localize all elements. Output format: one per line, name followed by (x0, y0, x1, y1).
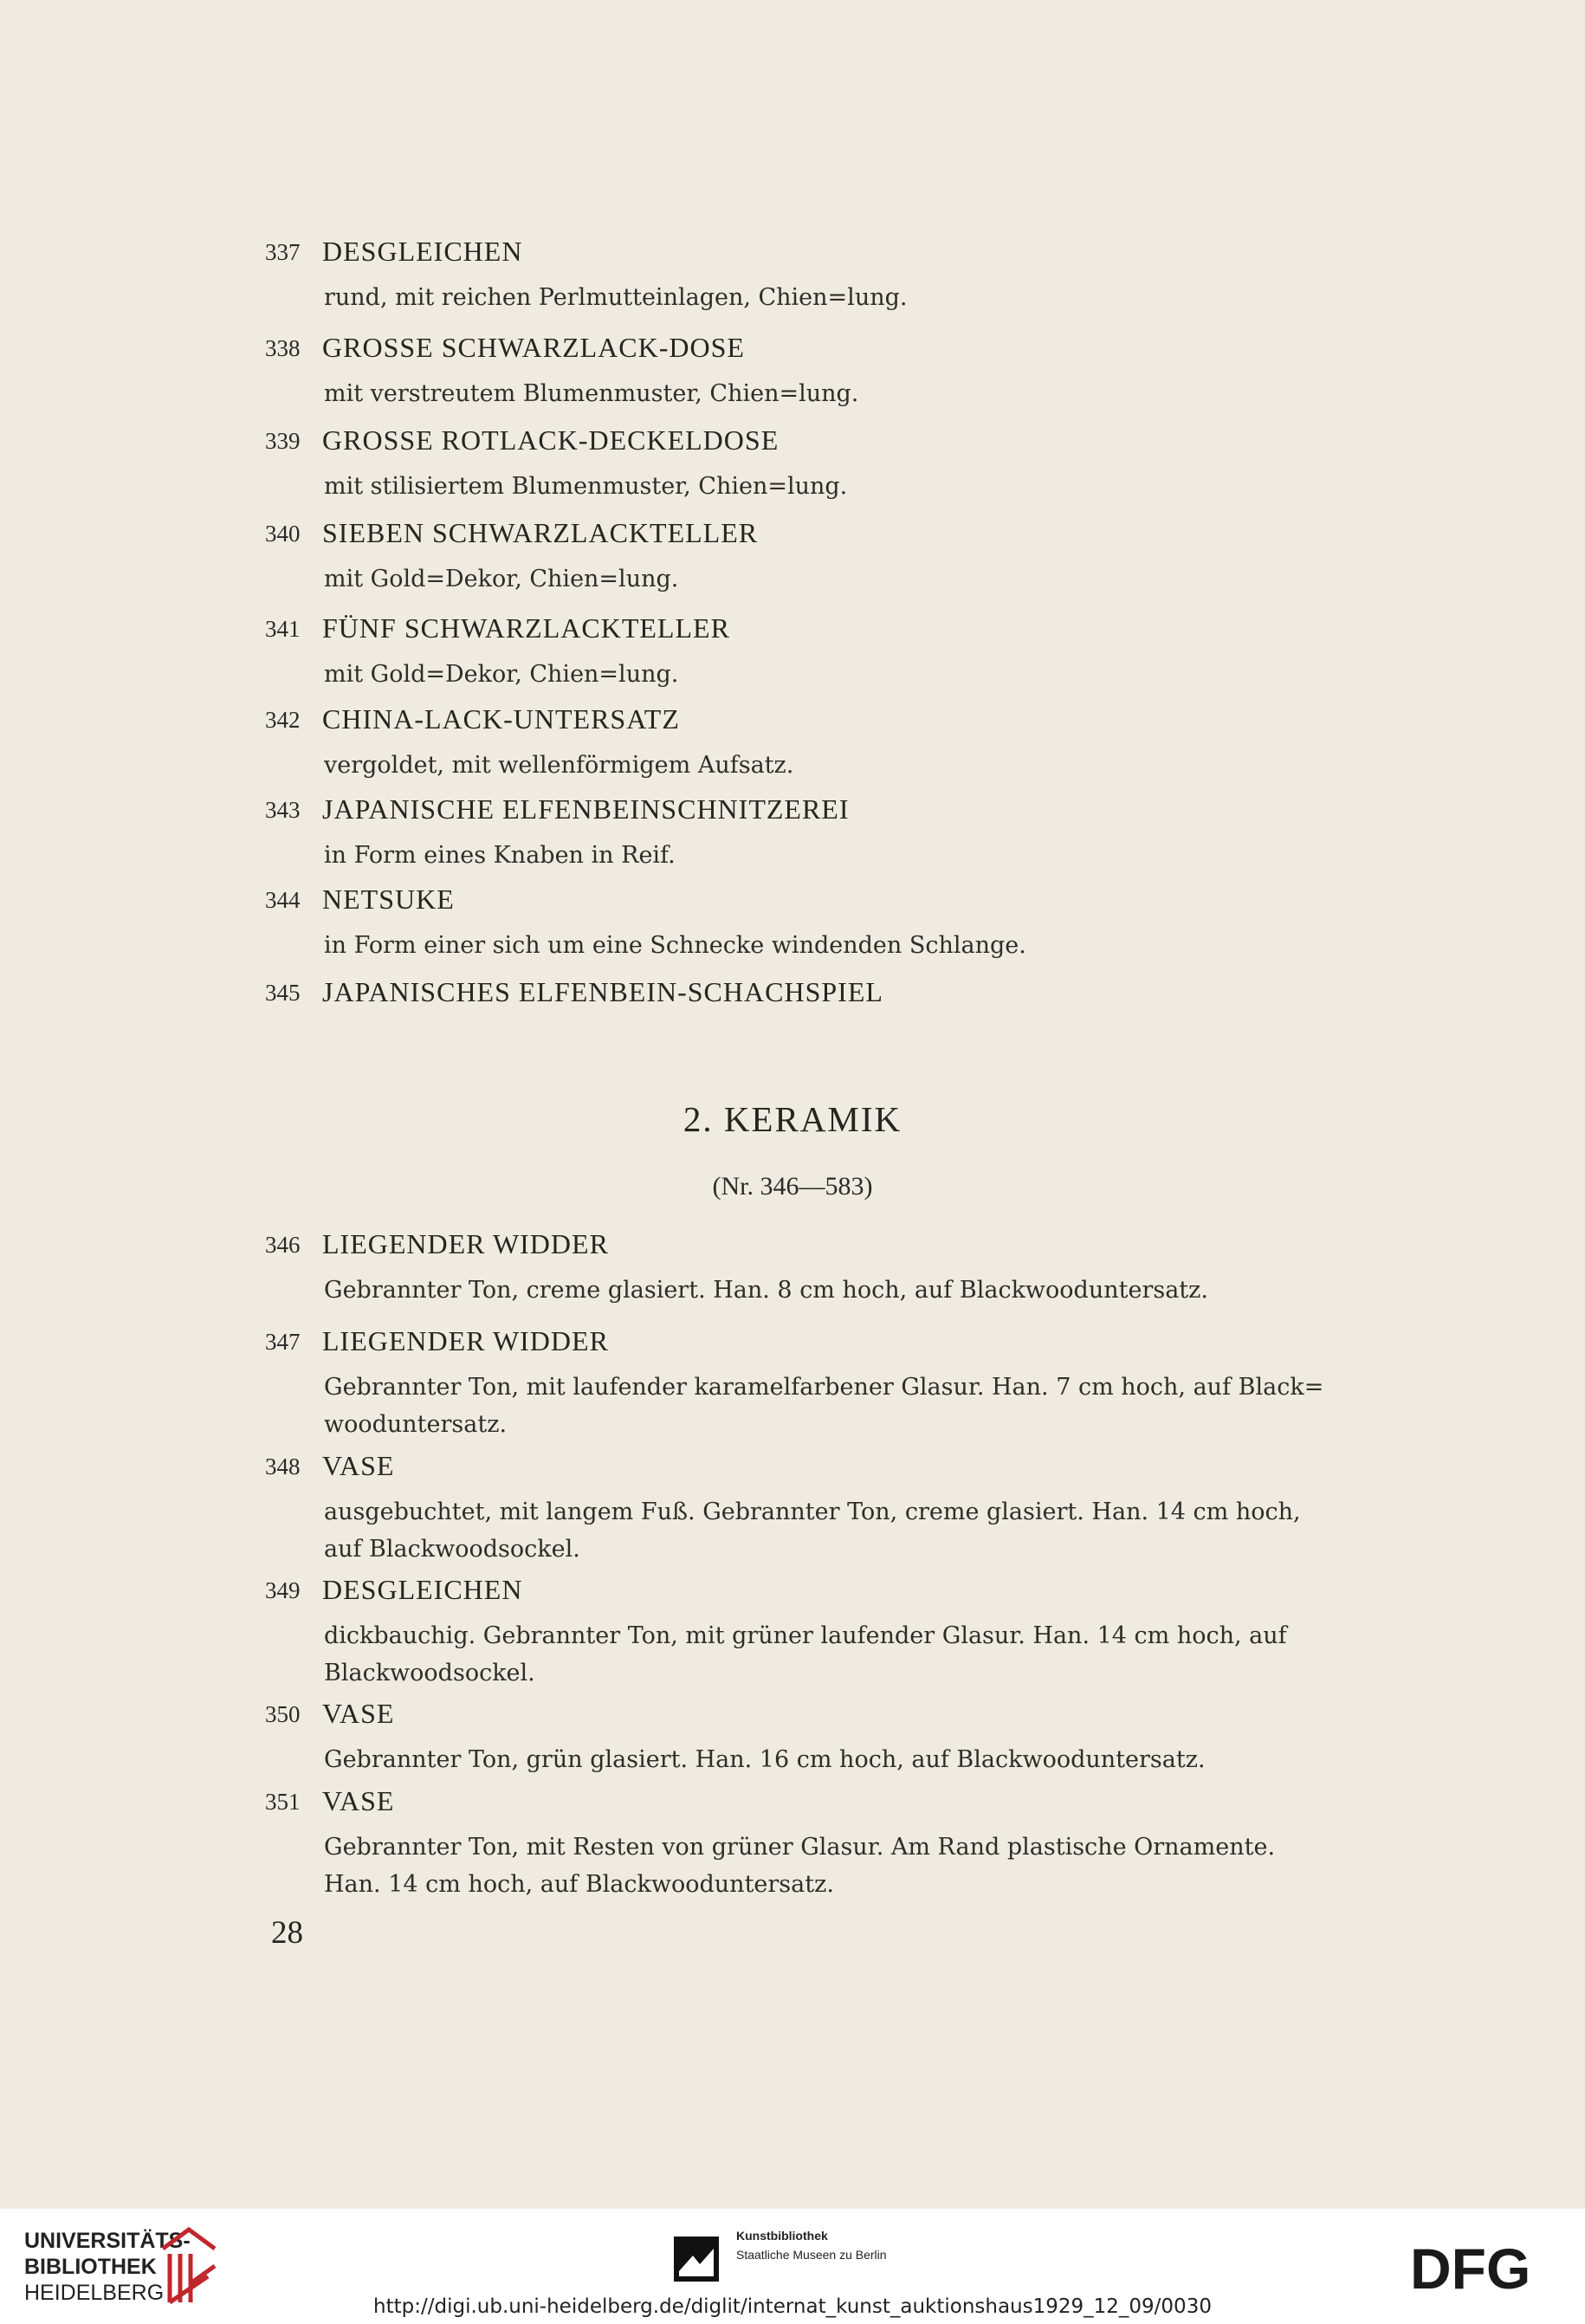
uni-line: HEIDELBERG (24, 2281, 165, 2305)
entry-number: 350 (265, 1701, 301, 1727)
description-line: mit stilisiertem Blumenmuster, Chien=lung. (324, 473, 848, 500)
entry-description (324, 1741, 1585, 1778)
description-line: Han. 14 cm hoch, auf Blackwooduntersatz. (324, 1871, 834, 1898)
entry-title: VASE (322, 1698, 395, 1729)
description-line: wooduntersatz. (324, 1411, 508, 1438)
entry-number: 345 (265, 980, 301, 1006)
entry-title: JAPANISCHES ELFENBEIN-SCHACHSPIEL (322, 976, 883, 1007)
entry-number: 351 (265, 1789, 301, 1815)
kb-line: Staatliche Museen zu Berlin (736, 2248, 887, 2262)
entry-number: 338 (265, 335, 301, 361)
library-footer (0, 2209, 1585, 2324)
entry-number: 340 (265, 521, 301, 547)
description-line: rund, mit reichen Perlmutteinlagen, Chien=lung. (324, 284, 908, 311)
section-range: (Nr. 346—583) (712, 1172, 873, 1201)
entry-number: 341 (265, 616, 301, 642)
entry-number: 342 (265, 707, 301, 733)
entry-title: GROSSE SCHWARZLACK-DOSE (322, 332, 745, 363)
description-line: auf Blackwoodsockel. (324, 1536, 580, 1563)
entry-description (324, 1493, 1585, 1568)
description-line: mit Gold=Dekor, Chien=lung. (324, 566, 679, 592)
document-url: http://digi.ub.uni-heidelberg.de/diglit/internat_kunst_auktionshaus1929_12_09/0030 (373, 2295, 1212, 2318)
dfg-logo-icon (1410, 2242, 1566, 2294)
entry-title: NETSUKE (322, 884, 455, 915)
entry-description (324, 1829, 1585, 1903)
entry-description (324, 747, 1585, 784)
entry-number: 344 (265, 887, 301, 913)
description-line: Gebrannter Ton, mit Resten von grüner Glasur. Am Rand plastische Ornamente. (324, 1834, 1276, 1861)
entry-description (324, 468, 1585, 505)
entry-number: 348 (265, 1453, 301, 1479)
kunstbibliothek-name (736, 2226, 887, 2264)
entry-title: FÜNF SCHWARZLACKTELLER (322, 612, 730, 644)
entry-description (324, 927, 1585, 964)
description-line: mit verstreutem Blumenmuster, Chien=lung. (324, 380, 859, 407)
kunstbibliothek-logo-icon (674, 2237, 719, 2282)
entry-title: DESGLEICHEN (322, 236, 523, 267)
dfg-logo-text: DFG (1410, 2242, 1531, 2294)
entry-title: LIEGENDER WIDDER (322, 1228, 609, 1259)
entry-title: VASE (322, 1450, 395, 1481)
entry-description (324, 279, 1585, 316)
description-line: ausgebuchtet, mit langem Fuß. Gebrannter Ton, creme glasiert. Han. 14 cm hoch, (324, 1499, 1301, 1525)
description-line: Blackwoodsockel. (324, 1660, 535, 1686)
kb-line: Kunstbibliothek (736, 2229, 828, 2243)
entry-description (324, 560, 1585, 598)
entry-number: 346 (265, 1232, 301, 1258)
uni-line: UNIVERSITÄTS- (24, 2229, 191, 2253)
entry-number: 349 (265, 1577, 301, 1603)
uni-line: BIBLIOTHEK (24, 2255, 157, 2279)
description-line: dickbauchig. Gebrannter Ton, mit grüner laufender Glasur. Han. 14 cm hoch, auf (324, 1622, 1287, 1649)
entry-title: JAPANISCHE ELFENBEINSCHNITZEREI (322, 793, 850, 825)
entry-title: VASE (322, 1785, 395, 1816)
entry-title: LIEGENDER WIDDER (322, 1325, 609, 1356)
description-line: in Form eines Knaben in Reif. (324, 842, 676, 869)
entry-description (324, 837, 1585, 874)
entry-number: 339 (265, 428, 301, 454)
entry-description (324, 375, 1585, 412)
section-title: 2. KERAMIK (683, 1099, 902, 1139)
page-number: 28 (271, 1915, 303, 1951)
entry-number: 343 (265, 797, 301, 823)
description-line: in Form einer sich um eine Schnecke windenden Schlange. (324, 932, 1026, 959)
entry-title: DESGLEICHEN (322, 1574, 523, 1605)
entry-number: 337 (265, 239, 301, 265)
entry-title: CHINA-LACK-UNTERSATZ (322, 703, 680, 735)
description-line: mit Gold=Dekor, Chien=lung. (324, 661, 679, 688)
entry-description (324, 1272, 1585, 1309)
description-line: Gebrannter Ton, grün glasiert. Han. 16 cm hoch, auf Blackwooduntersatz. (324, 1746, 1206, 1773)
description-line: Gebrannter Ton, creme glasiert. Han. 8 cm hoch, auf Blackwooduntersatz. (324, 1277, 1208, 1304)
entry-description (324, 1369, 1585, 1443)
entry-number: 347 (265, 1329, 301, 1355)
entry-title: GROSSE ROTLACK-DECKELDOSE (322, 424, 780, 456)
description-line: Gebrannter Ton, mit laufender karamelfarbener Glasur. Han. 7 cm hoch, auf Black= (324, 1374, 1324, 1401)
entry-description (324, 1617, 1585, 1692)
entry-title: SIEBEN SCHWARZLACKTELLER (322, 517, 759, 548)
entry-description (324, 656, 1585, 693)
description-line: vergoldet, mit wellenförmigem Aufsatz. (324, 752, 794, 779)
